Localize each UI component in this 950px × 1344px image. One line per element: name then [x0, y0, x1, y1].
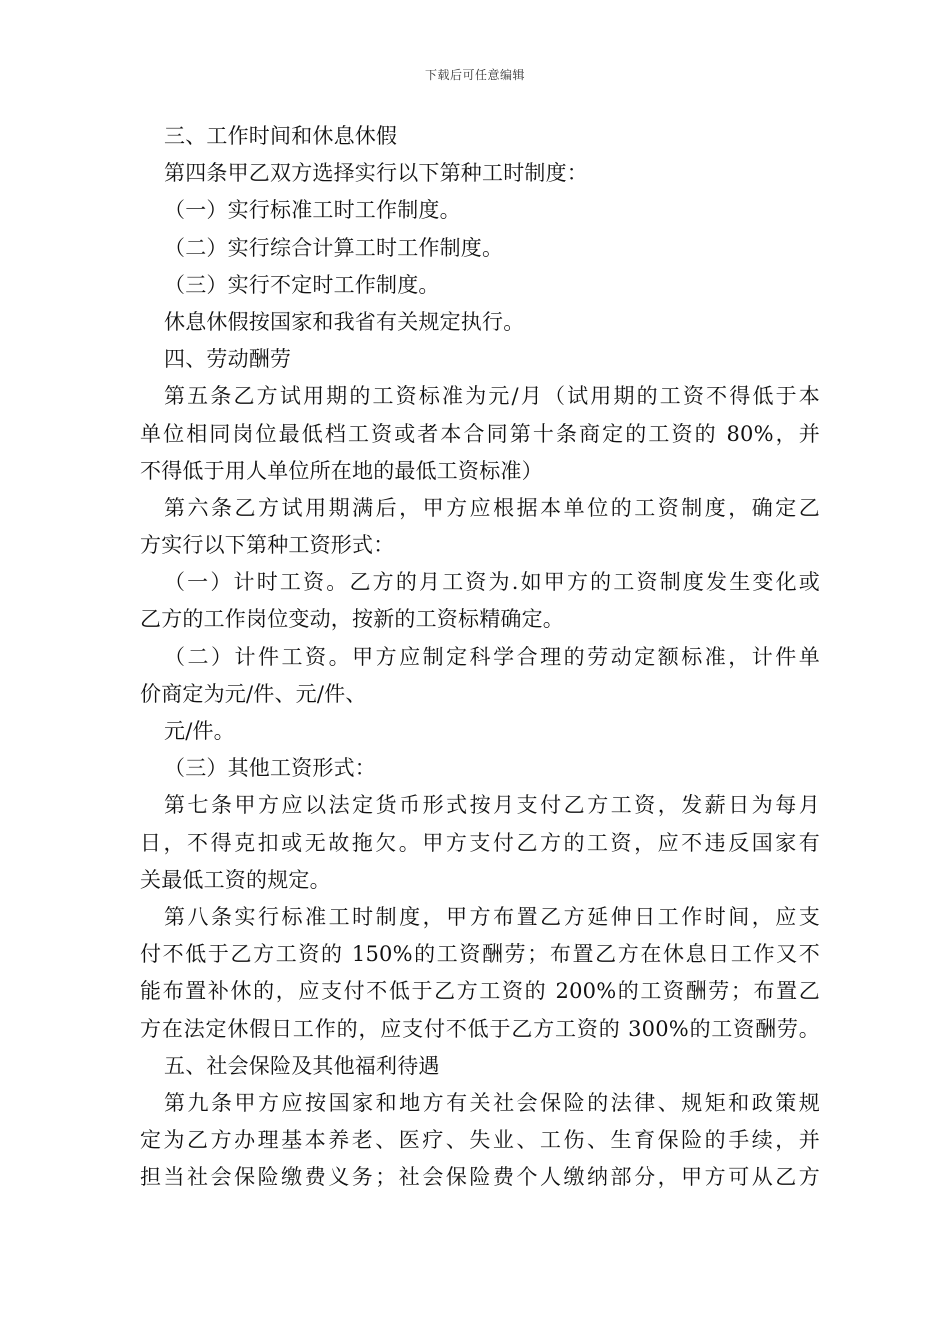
text-line: （一）计时工资。乙方的月工资为.如甲方的工资制度发生变化或 — [164, 570, 820, 595]
text-line: 方在法定休假日工作的，应支付不低于乙方工资的 300%的工资酬劳。 — [140, 1016, 820, 1041]
text-line: 休息休假按国家和我省有关规定执行。 — [164, 309, 525, 334]
text-line: 担当社会保险缴费义务；社会保险费个人缴纳部分，甲方可从乙方 — [140, 1165, 820, 1190]
text-line: 元/件。 — [164, 719, 235, 743]
text-line: 不得低于用人单位所在地的最低工资标准） — [140, 458, 543, 483]
text-line: 第九条甲方应按国家和地方有关社会保险的法律、规矩和政策规 — [164, 1090, 820, 1115]
text-line: 单位相同岗位最低档工资或者本合同第十条商定的工资的 80%，并 — [140, 421, 820, 446]
text-line: 三、工作时间和休息休假 — [164, 124, 398, 148]
page-header: 下载后可任意编辑 — [424, 68, 525, 82]
text-line: 第五条乙方试用期的工资标准为元/月（试用期的工资不得低于本 — [164, 384, 820, 409]
text-line: （三）其他工资形式： — [164, 756, 376, 781]
text-line: （二）实行综合计算工时工作制度。 — [164, 235, 504, 260]
text-line: 日，不得克扣或无故拖欠。甲方支付乙方的工资，应不违反国家有 — [140, 830, 820, 855]
text-line: 价商定为元/件、元/件、 — [140, 681, 367, 706]
text-line: 第四条甲乙双方选择实行以下第种工时制度： — [164, 161, 588, 186]
text-line: 方实行以下第种工资形式： — [140, 533, 395, 558]
text-line: （二）计件工资。甲方应制定科学合理的劳动定额标准，计件单 — [164, 644, 820, 669]
text-line: （一）实行标准工时工作制度。 — [164, 198, 461, 223]
document-body — [140, 118, 820, 1196]
text-line: 第八条实行标准工时制度，甲方布置乙方延伸日工作时间，应支 — [164, 904, 820, 929]
text-line: 五、社会保险及其他福利待遇 — [164, 1053, 440, 1078]
text-line: 第六条乙方试用期满后，甲方应根据本单位的工资制度，确定乙 — [164, 495, 820, 520]
text-line: 付不低于乙方工资的 150%的工资酬劳；布置乙方在休息日工作又不 — [140, 942, 820, 967]
text-line: （三）实行不定时工作制度。 — [164, 272, 440, 297]
text-line: 能布置补休的，应支付不低于乙方工资的 200%的工资酬劳；布置乙 — [140, 979, 820, 1004]
text-line: 第七条甲方应以法定货币形式按月支付乙方工资，发薪日为每月 — [164, 793, 820, 818]
text-line: 乙方的工作岗位变动，按新的工资标精确定。 — [140, 607, 564, 632]
text-line: 关最低工资的规定。 — [140, 867, 331, 892]
text-line: 定为乙方办理基本养老、医疗、失业、工伤、生育保险的手续，并 — [140, 1128, 820, 1153]
text-line: 四、劳动酬劳 — [164, 347, 292, 372]
